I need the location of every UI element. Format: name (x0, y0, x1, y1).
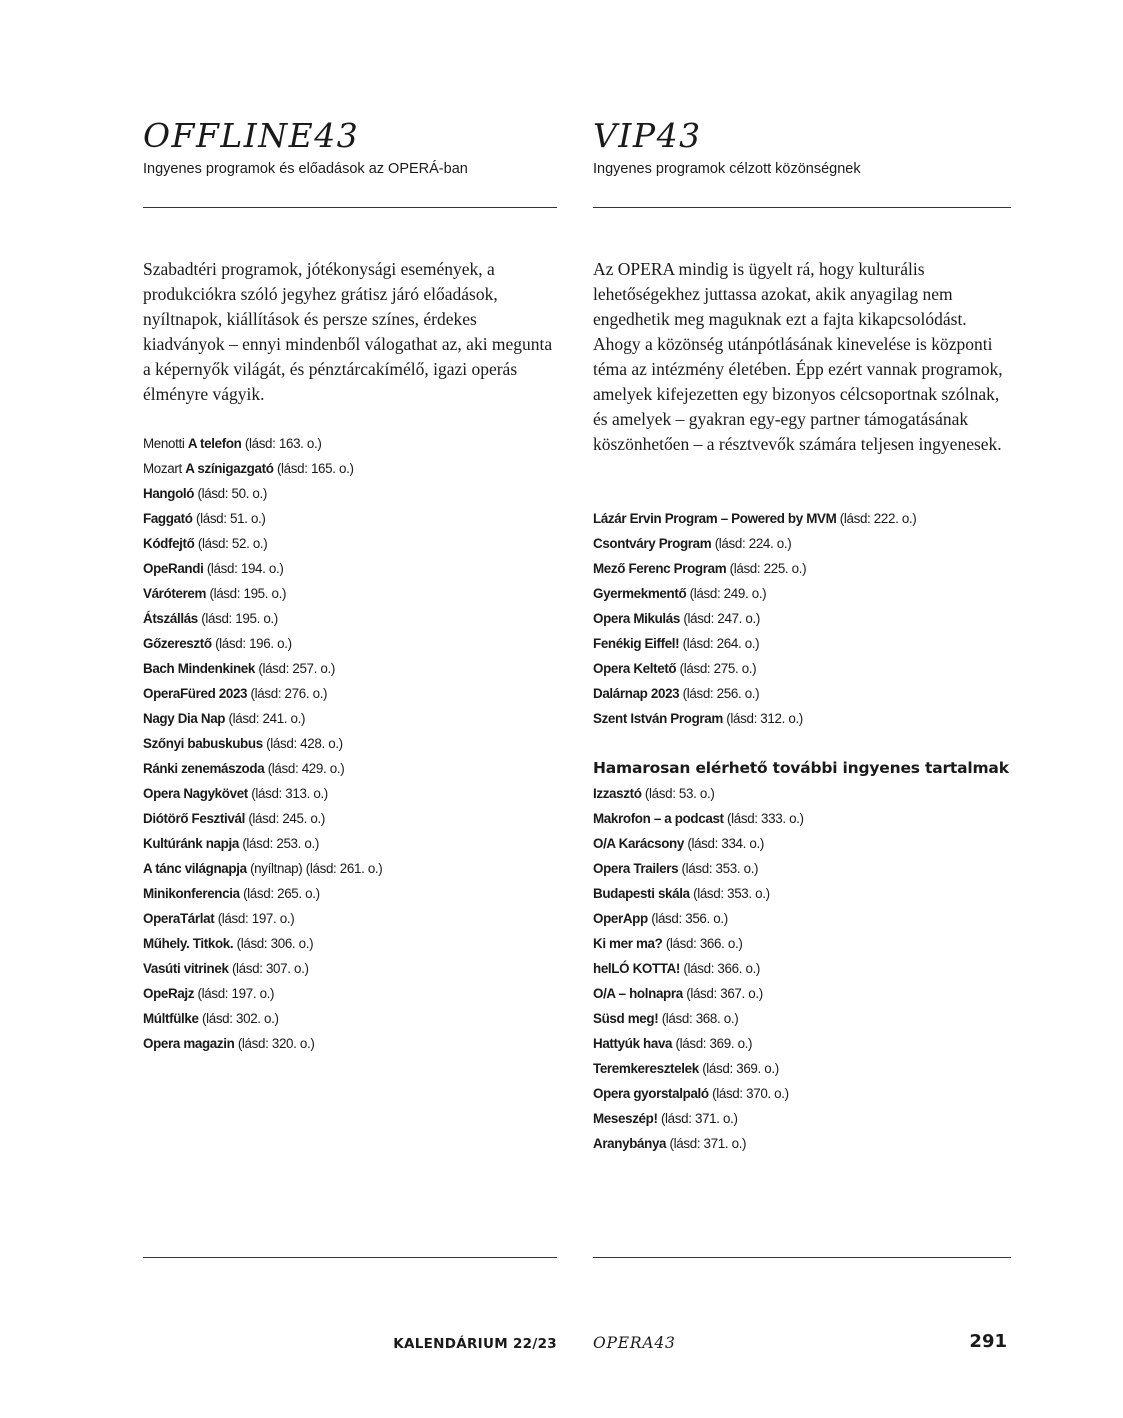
program-name: Meseszép! (593, 1111, 658, 1126)
program-item (143, 1031, 382, 1056)
program-name: OpeRandi (143, 561, 204, 576)
program-page-ref: (lásd: 197. o.) (217, 911, 295, 926)
program-item (143, 981, 382, 1006)
program-page-ref: (lásd: 51. o.) (196, 511, 266, 526)
program-item (593, 556, 916, 581)
offline43-subtitle: Ingyenes programok és előadások az OPERÁ-ban (143, 161, 468, 177)
vip43-program-list (593, 506, 916, 731)
program-page-ref: (lásd: 371. o.) (669, 1136, 747, 1151)
program-item (593, 981, 804, 1006)
program-page-ref: (lásd: 195. o.) (201, 611, 278, 626)
program-page-ref: (lásd: 256. o.) (682, 686, 760, 701)
program-item (593, 1131, 804, 1156)
program-item (143, 731, 382, 756)
program-name: Hattyúk hava (593, 1036, 673, 1051)
program-name: Opera Keltető (593, 661, 677, 676)
program-page-ref: (lásd: 264. o.) (682, 636, 760, 651)
program-name: Aranybánya (593, 1136, 667, 1151)
program-name: OperaFüred 2023 (143, 686, 248, 701)
program-page-ref: (lásd: 366. o.) (665, 936, 743, 951)
program-page-ref: (lásd: 241. o.) (228, 711, 306, 726)
program-page-ref: (lásd: 367. o.) (686, 986, 763, 1001)
program-page-ref: (lásd: 356. o.) (651, 911, 728, 926)
program-name: OperaTárlat (143, 911, 215, 926)
program-item (593, 856, 804, 881)
program-item (143, 631, 382, 656)
program-page-ref: (lásd: 195. o.) (209, 586, 287, 601)
program-name: Műhely. Titkok. (143, 936, 234, 951)
offline43-program-list (143, 431, 382, 1056)
program-item (143, 581, 382, 606)
program-name: Átszállás (143, 611, 198, 626)
program-page-ref: (lásd: 224. o.) (714, 536, 792, 551)
program-item (143, 456, 382, 481)
program-note: (nyíltnap) (250, 861, 303, 876)
program-name: Vasúti vitrinek (143, 961, 229, 976)
footer-brand: OPERA43 (593, 1334, 676, 1352)
program-page-ref: (lásd: 371. o.) (660, 1111, 738, 1126)
program-page-ref: (lásd: 265. o.) (243, 886, 320, 901)
program-item (143, 606, 382, 631)
program-item (593, 806, 804, 831)
program-page-ref: (lásd: 165. o.) (276, 461, 354, 476)
program-item (143, 831, 382, 856)
program-item (593, 581, 916, 606)
program-item (143, 1006, 382, 1031)
program-item (143, 656, 382, 681)
program-name: Faggató (143, 511, 193, 526)
program-page-ref: (lásd: 163. o.) (244, 436, 322, 451)
program-page-ref: (lásd: 429. o.) (267, 761, 345, 776)
program-item (143, 956, 382, 981)
program-page-ref: (lásd: 302. o.) (202, 1011, 279, 1026)
program-name: Csontváry Program (593, 536, 712, 551)
program-item (593, 531, 916, 556)
program-item (593, 1031, 804, 1056)
program-name: Lázár Ervin Program – Powered by MVM (593, 511, 837, 526)
program-page-ref: (lásd: 276. o.) (250, 686, 328, 701)
program-page-ref: (lásd: 368. o.) (661, 1011, 739, 1026)
program-item (593, 1006, 804, 1031)
vip43-intro: Az OPERA mindig is ügyelt rá, hogy kulturális lehetőségekhez juttassa azokat, akik anyagilag nem engedhetik meg maguknak ezt a fajta kikapcsolódást. Ahogy a közönség utánpótlásának kinevelése is központi téma az intézmény életében. Épp ezért vannak programok, amelyek kifejezetten egy bizonyos célcsoportnak szólnak, és amelyek – gyakran egy-egy partner támogatásának köszönhetően – a résztvevők számára teljesen ingyenesek. (593, 259, 1003, 454)
program-name: O/A Karácsony (593, 836, 684, 851)
program-composer: Mozart (143, 461, 182, 476)
program-name: O/A – holnapra (593, 986, 683, 1001)
program-page-ref: (lásd: 333. o.) (727, 811, 804, 826)
program-page-ref: (lásd: 222. o.) (839, 511, 917, 526)
program-name: Süsd meg! (593, 1011, 659, 1026)
program-name: Fenékig Eiffel! (593, 636, 680, 651)
program-name: Szőnyi babuskubus (143, 736, 263, 751)
program-name: Nagy Dia Nap (143, 711, 226, 726)
program-page-ref: (lásd: 320. o.) (237, 1036, 315, 1051)
program-name: A színigazgató (185, 461, 274, 476)
program-name: Mező Ferenc Program (593, 561, 727, 576)
program-page-ref: (lásd: 52. o.) (197, 536, 268, 551)
divider-bottom-right (593, 1257, 1011, 1258)
program-item (143, 881, 382, 906)
footer-publication: KALENDÁRIUM 22/23 (393, 1336, 557, 1352)
program-page-ref: (lásd: 307. o.) (231, 961, 309, 976)
program-item (143, 906, 382, 931)
program-item (593, 906, 804, 931)
program-name: Diótörő Fesztivál (143, 811, 245, 826)
program-composer: Menotti (143, 436, 185, 451)
program-item (593, 506, 916, 531)
program-page-ref: (lásd: 275. o.) (679, 661, 757, 676)
program-name: Opera gyorstalpaló (593, 1086, 709, 1101)
program-page-ref: (lásd: 312. o.) (726, 711, 803, 726)
program-page-ref: (lásd: 369. o.) (675, 1036, 753, 1051)
program-item (143, 706, 382, 731)
program-name: Kódfejtő (143, 536, 195, 551)
program-name: Gőzeresztő (143, 636, 212, 651)
program-page-ref: (lásd: 247. o.) (683, 611, 760, 626)
offline43-intro: Szabadtéri programok, jótékonysági események, a produkciókra szóló jegyhez grátisz járó előadások, nyíltnapok, kiállítások és persze színes, érdekes kiadványok – ennyi mindenből válogathat az, aki megunta a képernyők világát, és pénztárcakímélő, igazi operás élményre vágyik. (143, 259, 553, 404)
program-item (143, 506, 382, 531)
program-name: Budapesti skála (593, 886, 690, 901)
program-item (593, 606, 916, 631)
program-name: OperApp (593, 911, 648, 926)
program-page-ref: (lásd: 50. o.) (197, 486, 268, 501)
program-name: OpeRajz (143, 986, 195, 1001)
program-name: Makrofon – a podcast (593, 811, 724, 826)
program-page-ref: (lásd: 313. o.) (251, 786, 328, 801)
program-name: Szent István Program (593, 711, 723, 726)
program-page-ref: (lásd: 353. o.) (693, 886, 770, 901)
program-item (593, 706, 916, 731)
program-page-ref: (lásd: 196. o.) (215, 636, 292, 651)
divider-top-right (593, 207, 1011, 208)
program-page-ref: (lásd: 253. o.) (242, 836, 319, 851)
program-page-ref: (lásd: 370. o.) (712, 1086, 789, 1101)
program-name: Múltfülke (143, 1011, 199, 1026)
program-item (593, 831, 804, 856)
program-page-ref: (lásd: 225. o.) (729, 561, 807, 576)
coming-soon-list (593, 781, 804, 1156)
program-name: Opera Mikulás (593, 611, 680, 626)
program-page-ref: (lásd: 249. o.) (689, 586, 767, 601)
program-name: Bach Mindenkinek (143, 661, 255, 676)
program-page-ref: (lásd: 257. o.) (258, 661, 335, 676)
program-name: Váróterem (143, 586, 207, 601)
program-item (143, 681, 382, 706)
program-name: A telefon (187, 436, 242, 451)
program-item (143, 556, 382, 581)
program-item (593, 931, 804, 956)
program-page-ref: (lásd: 53. o.) (644, 786, 715, 801)
program-page-ref: (lásd: 261. o.) (305, 861, 383, 876)
program-name: Dalárnap 2023 (593, 686, 680, 701)
program-page-ref: (lásd: 366. o.) (683, 961, 761, 976)
program-name: helLÓ KOTTA! (593, 961, 681, 976)
program-name: Izzasztó (593, 786, 642, 801)
program-item (593, 1081, 804, 1106)
program-item (143, 931, 382, 956)
program-item (593, 1056, 804, 1081)
program-item (593, 781, 804, 806)
divider-top-left (143, 207, 557, 208)
page-number: 291 (969, 1331, 1007, 1352)
program-item (593, 956, 804, 981)
program-item (593, 881, 804, 906)
coming-soon-heading: Hamarosan elérhető további ingyenes tartalmak (593, 759, 1009, 777)
program-item (593, 681, 916, 706)
program-name: Teremkeresztelek (593, 1061, 699, 1076)
program-name: Opera magazin (143, 1036, 235, 1051)
program-item (143, 806, 382, 831)
program-item (143, 781, 382, 806)
program-item (593, 631, 916, 656)
program-item (593, 1106, 804, 1131)
program-page-ref: (lásd: 369. o.) (702, 1061, 779, 1076)
program-name: Ránki zenemászoda (143, 761, 265, 776)
program-item (593, 656, 916, 681)
program-name: Ki mer ma? (593, 936, 663, 951)
program-page-ref: (lásd: 306. o.) (236, 936, 314, 951)
program-name: Gyermekmentő (593, 586, 687, 601)
program-item (143, 856, 382, 881)
program-page-ref: (lásd: 353. o.) (681, 861, 759, 876)
program-name: Opera Trailers (593, 861, 679, 876)
program-item (143, 431, 382, 456)
program-name: A tánc világnapja (143, 861, 247, 876)
program-page-ref: (lásd: 197. o.) (197, 986, 275, 1001)
divider-bottom-left (143, 1257, 557, 1258)
vip43-subtitle: Ingyenes programok célzott közönségnek (593, 161, 861, 177)
program-name: Opera Nagykövet (143, 786, 248, 801)
program-item (143, 481, 382, 506)
program-name: Kultúránk napja (143, 836, 239, 851)
vip43-title: VIP43 (593, 116, 702, 155)
program-name: Minikonferencia (143, 886, 240, 901)
program-item (143, 756, 382, 781)
program-item (143, 531, 382, 556)
offline43-title: OFFLINE43 (143, 116, 360, 155)
program-page-ref: (lásd: 194. o.) (206, 561, 284, 576)
program-page-ref: (lásd: 245. o.) (248, 811, 325, 826)
program-name: Hangoló (143, 486, 195, 501)
program-page-ref: (lásd: 334. o.) (687, 836, 764, 851)
program-page-ref: (lásd: 428. o.) (266, 736, 343, 751)
